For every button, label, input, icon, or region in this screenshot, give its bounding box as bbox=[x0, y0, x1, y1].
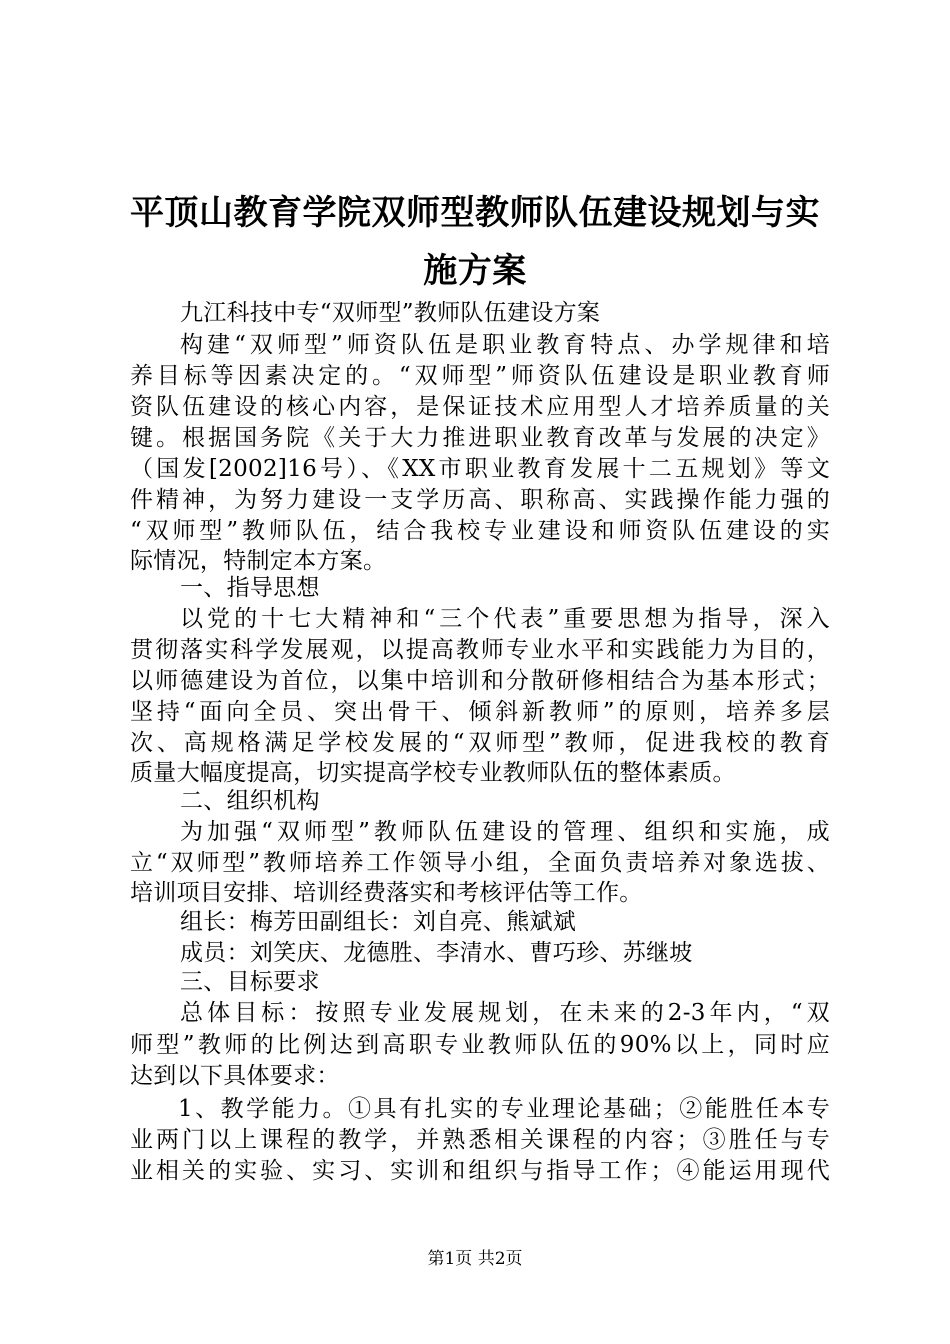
paragraph-line: 立“双师型”教师培养工作领导小组，全面负责培养对象选拔、 bbox=[130, 850, 830, 876]
paragraph-line: 际情况，特制定本方案。 bbox=[130, 548, 387, 574]
paragraph-line: 件精神，为努力建设一支学历高、职称高、实践操作能力强的 bbox=[130, 487, 830, 513]
paragraph-line: “双师型”教师队伍，结合我校专业建设和师资队伍建设的实 bbox=[130, 518, 830, 544]
section-heading: 二、组织机构 bbox=[180, 788, 320, 814]
paragraph-line: 贯彻落实科学发展观，以提高教师专业水平和实践能力为目的， bbox=[130, 637, 830, 663]
paragraph-line: 资队伍建设的核心内容，是保证技术应用型人才培养质量的关 bbox=[130, 394, 830, 420]
section-heading: 一、指导思想 bbox=[180, 575, 320, 601]
paragraph-line: 业两门以上课程的教学，并熟悉相关课程的内容；③胜任与专 bbox=[130, 1127, 830, 1153]
paragraph-line: 构建“双师型”师资队伍是职业教育特点、办学规律和培 bbox=[180, 332, 830, 358]
paragraph-line: 达到以下具体要求： bbox=[130, 1063, 340, 1089]
paragraph-line: （国发[2002]16号）、《XX市职业教育发展十二五规划》等文 bbox=[130, 456, 830, 482]
paragraph-line: 质量大幅度提高，切实提高学校专业教师队伍的整体素质。 bbox=[130, 760, 736, 786]
paragraph-line: 坚持“面向全员、突出骨干、倾斜新教师”的原则，培养多层 bbox=[130, 699, 830, 725]
paragraph-line: 键。根据国务院《关于大力推进职业教育改革与发展的决定》 bbox=[130, 425, 830, 451]
paragraph-line: 养目标等因素决定的。“双师型”师资队伍建设是职业教育师 bbox=[130, 363, 830, 389]
document-title-line-2: 施方案 bbox=[423, 251, 527, 291]
paragraph-line: 次、高规格满足学校发展的“双师型”教师，促进我校的教育 bbox=[130, 730, 830, 756]
paragraph-line: 1、教学能力。①具有扎实的专业理论基础；②能胜任本专 bbox=[178, 1096, 830, 1122]
paragraph-line: 九江科技中专“双师型”教师队伍建设方案 bbox=[180, 300, 601, 326]
paragraph-line: 成员：刘笑庆、龙德胜、李清水、曹巧珍、苏继坡 bbox=[180, 940, 693, 966]
section-heading: 三、目标要求 bbox=[180, 969, 320, 995]
document-title-line-1: 平顶山教育学院双师型教师队伍建设规划与实 bbox=[130, 193, 820, 233]
paragraph-line: 组长：梅芳田副组长：刘自亮、熊斌斌 bbox=[180, 909, 577, 935]
paragraph-line: 以师德建设为首位，以集中培训和分散研修相结合为基本形式； bbox=[130, 668, 830, 694]
paragraph-line: 业相关的实验、实习、实训和组织与指导工作；④能运用现代 bbox=[130, 1158, 830, 1184]
paragraph-line: 培训项目安排、培训经费落实和考核评估等工作。 bbox=[130, 880, 643, 906]
paragraph-line: 师型”教师的比例达到高职专业教师队伍的90%以上，同时应 bbox=[130, 1032, 830, 1058]
paragraph-line: 为加强“双师型”教师队伍建设的管理、组织和实施，成 bbox=[180, 819, 830, 845]
paragraph-line: 以党的十七大精神和“三个代表”重要思想为指导，深入 bbox=[180, 606, 830, 632]
paragraph-line: 总体目标：按照专业发展规划，在未来的2-3年内，“双 bbox=[180, 1000, 830, 1026]
page-footer: 第1页 共2页 bbox=[427, 1249, 523, 1269]
